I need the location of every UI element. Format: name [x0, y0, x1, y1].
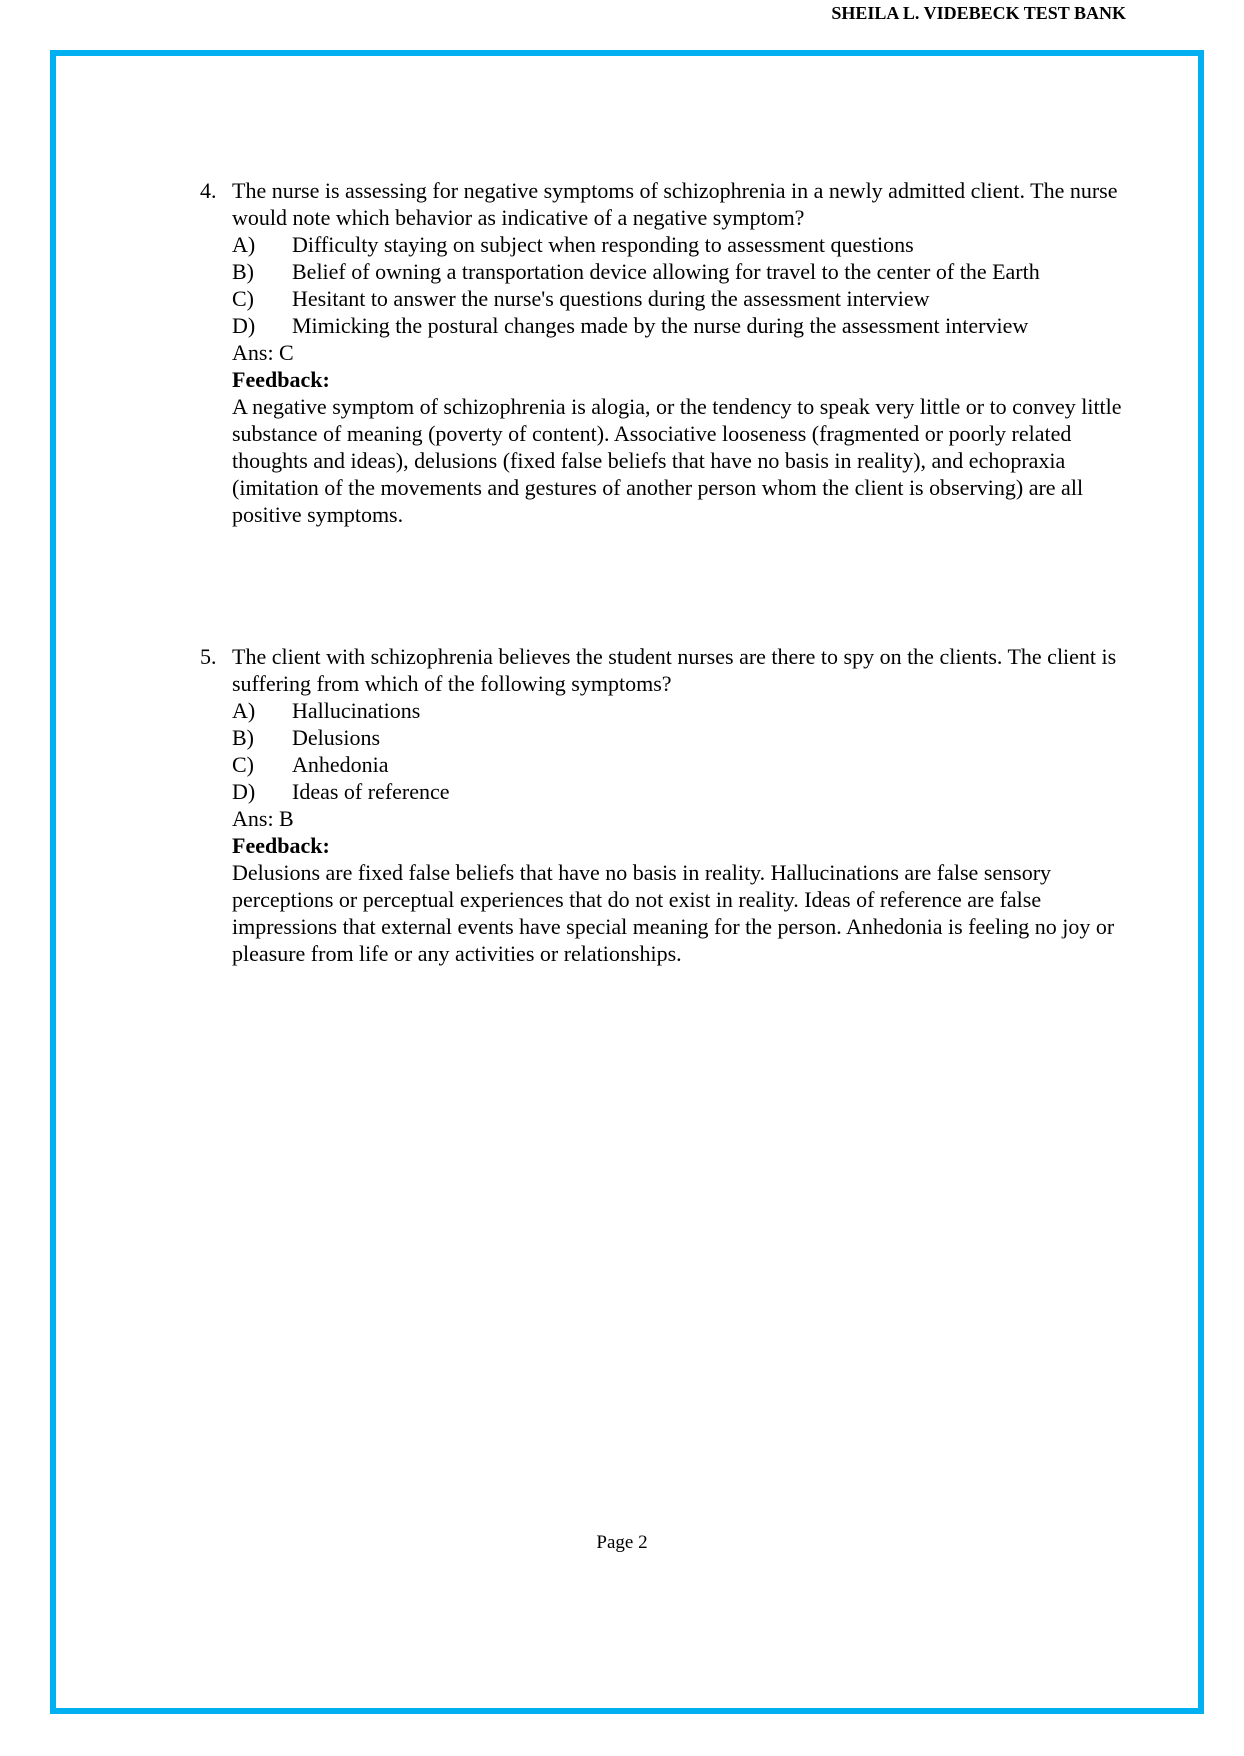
feedback-label: Feedback:: [232, 833, 330, 858]
option-text: Delusions: [292, 725, 380, 750]
page-number: Page 2: [596, 1532, 648, 1553]
option-text: Hesitant to answer the nurse's questions during the assessment interview: [292, 286, 930, 311]
option-label: B): [232, 725, 254, 750]
question-5: [200, 643, 1130, 967]
option-label: C): [232, 286, 254, 311]
question-number: 4.: [200, 178, 217, 203]
feedback-label: Feedback:: [232, 367, 330, 392]
option-d: [232, 778, 1130, 805]
option-label: A): [232, 232, 256, 257]
option-text: Ideas of reference: [292, 779, 450, 804]
feedback-text: A negative symptom of schizophrenia is alogia, or the tendency to speak very little or to convey little substance of meaning (poverty of content). Associative looseness (fragmented or poorly related thoughts and ideas), delusions (fixed false beliefs that have no basis in reality), and echopraxia (imitation of the movements and gestures of another person whom the client is observing) are all positive symptoms.: [232, 394, 1122, 527]
option-text: Belief of owning a transportation device allowing for travel to the center of the Earth: [292, 259, 1040, 284]
question-stem: The client with schizophrenia believes the student nurses are there to spy on the clients. The client is suffering from which of the following symptoms?: [232, 644, 1117, 696]
answer: Ans: B: [232, 806, 294, 831]
option-label: B): [232, 259, 254, 284]
running-header: SHEILA L. VIDEBECK TEST BANK: [831, 3, 1126, 23]
option-c: [232, 751, 1130, 778]
option-label: A): [232, 698, 256, 723]
option-text: Hallucinations: [292, 698, 421, 723]
option-text: Difficulty staying on subject when responding to assessment questions: [292, 232, 914, 257]
option-a: [232, 697, 1130, 724]
feedback-text: Delusions are fixed false beliefs that have no basis in reality. Hallucinations are false sensory perceptions or perceptual experiences that do not exist in reality. Ideas of reference are false impressions that external events have special meaning for the person. Anhedonia is feeling no joy or pleasure from life or any activities or relationships.: [232, 860, 1115, 966]
question-4: [200, 177, 1130, 528]
option-b: [232, 724, 1130, 751]
option-a: [232, 231, 1130, 258]
option-d: [232, 312, 1130, 339]
option-label: D): [232, 779, 256, 804]
option-b: [232, 258, 1130, 285]
question-stem: The nurse is assessing for negative symptoms of schizophrenia in a newly admitted client. The nurse would note which behavior as indicative of a negative symptom?: [232, 178, 1118, 230]
option-text: Mimicking the postural changes made by the nurse during the assessment interview: [292, 313, 1029, 338]
option-label: C): [232, 752, 254, 777]
option-label: D): [232, 313, 256, 338]
question-number: 5.: [200, 644, 217, 669]
option-text: Anhedonia: [292, 752, 389, 777]
option-c: [232, 285, 1130, 312]
answer: Ans: C: [232, 340, 294, 365]
